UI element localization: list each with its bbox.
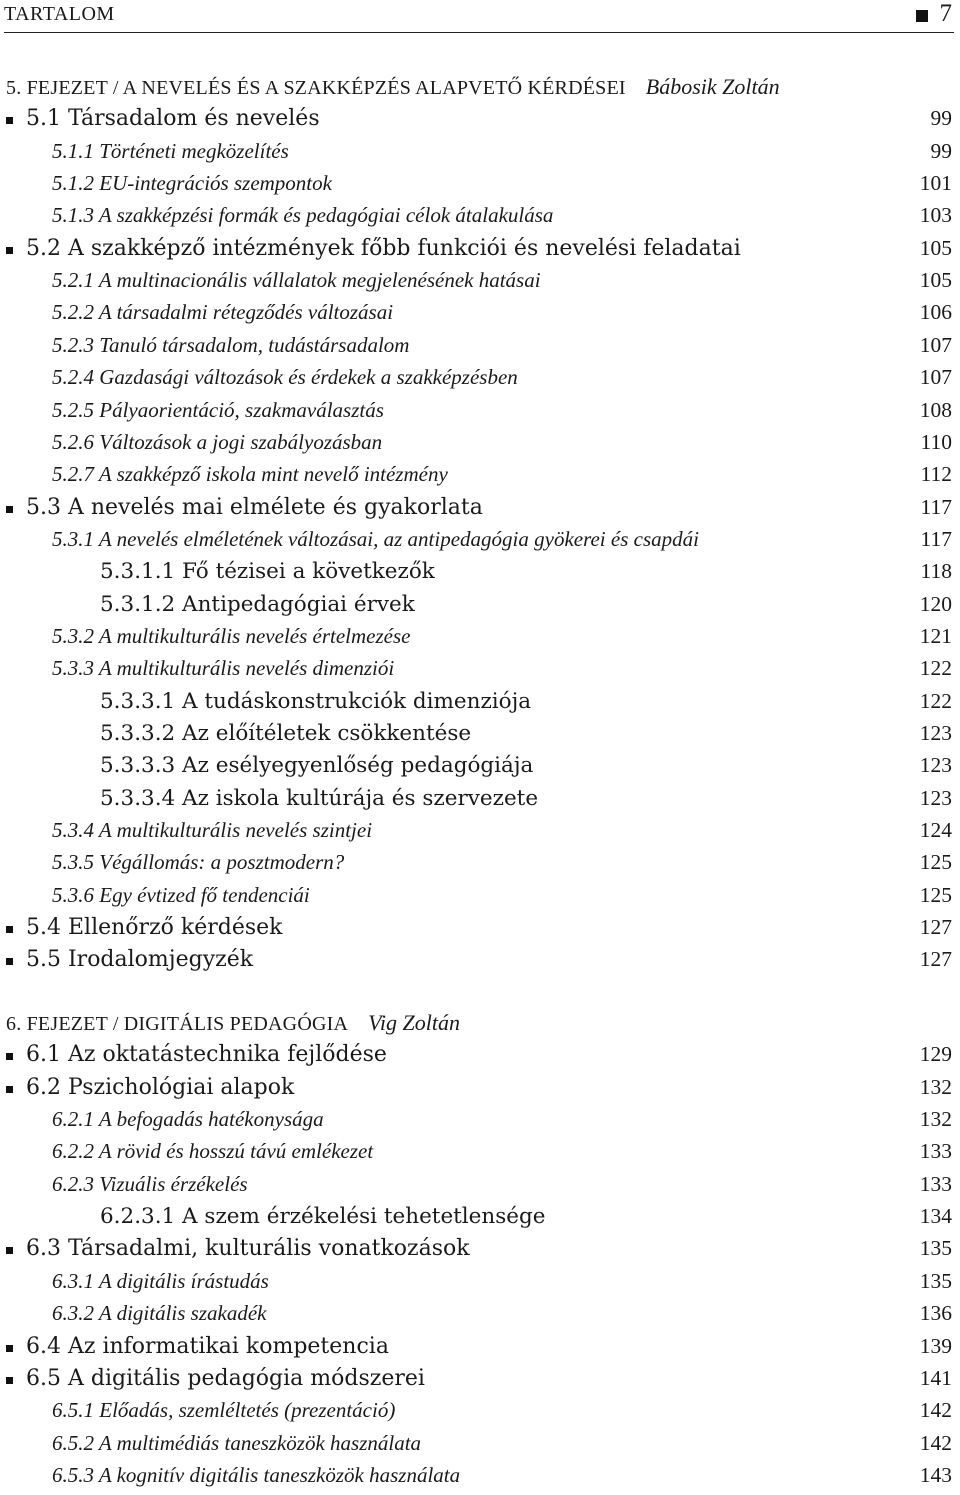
square-bullet-icon	[6, 958, 13, 965]
toc-entry[interactable]	[0, 1301, 952, 1333]
toc-entry-label: 5.3.1.2 Antipedagógiai érvek	[100, 591, 415, 617]
toc-entry[interactable]	[0, 1398, 952, 1430]
toc-entry[interactable]	[0, 1204, 952, 1236]
toc-entry-label: 5.3.3 A multikulturális nevelés dimenziói	[52, 656, 395, 681]
toc-entry[interactable]	[0, 1139, 952, 1171]
toc-entry-label: 5.1.2 EU-integrációs szempontok	[52, 171, 332, 196]
toc-entry-label: 5.3.3.2 Az előítéletek csökkentése	[100, 721, 472, 746]
toc-entry[interactable]	[0, 365, 952, 397]
toc-entry-label: 5.1 Társadalom és nevelés	[26, 106, 320, 132]
toc-entry[interactable]	[0, 495, 952, 527]
toc-entry[interactable]	[0, 333, 952, 365]
toc-entry-page-number: 124	[919, 818, 952, 843]
toc-entry-page-number: 129	[919, 1042, 952, 1067]
toc-entry-page-number: 117	[920, 526, 952, 551]
toc-entry[interactable]	[0, 1042, 952, 1074]
toc-entry-page-number: 133	[919, 1139, 952, 1164]
toc-entry[interactable]	[0, 883, 952, 915]
toc-entry-label: 5.2.7 A szakképző iskola mint nevelő intézmény	[52, 462, 448, 487]
toc-entry-page-number: 132	[919, 1074, 952, 1099]
toc-entry-label: 5.3.4 A multikulturális nevelés szintjei	[52, 818, 373, 843]
toc-entry-label: 6.5.3 A kognitív digitális taneszközök használata	[52, 1462, 461, 1487]
square-bullet-icon	[6, 1247, 13, 1254]
toc-entry[interactable]	[0, 430, 952, 462]
toc-entry-page-number: 121	[919, 623, 952, 648]
toc-entry-label: 5.2.3 Tanuló társadalom, tudástársadalom	[52, 332, 410, 357]
toc-entry-page-number: 139	[919, 1333, 952, 1358]
square-bullet-icon	[6, 926, 13, 933]
header-title: TARTALOM	[4, 3, 115, 25]
toc-entry[interactable]	[0, 268, 952, 300]
toc-entry[interactable]	[0, 462, 952, 494]
toc-entry-label: 5.3.6 Egy évtized fő tendenciái	[52, 882, 310, 907]
toc-entry-label: 5.2.2 A társadalmi rétegződés változásai	[52, 300, 394, 325]
toc-entry-label: 5.3.2 A multikulturális nevelés értelmezése	[52, 623, 411, 648]
toc-entry-page-number: 101	[919, 171, 952, 196]
chapter-heading	[6, 1010, 952, 1040]
toc-entry-label: 6.5 A digitális pedagógia módszerei	[26, 1365, 425, 1391]
toc-entry[interactable]	[0, 1172, 952, 1204]
toc-entry-label: 5.2.5 Pályaorientáció, szakmaválasztás	[52, 397, 384, 422]
toc-entry-page-number: 120	[919, 591, 952, 616]
toc-entry-page-number: 142	[919, 1430, 952, 1455]
toc-entry-page-number: 123	[919, 753, 952, 778]
square-bullet-icon	[6, 1086, 13, 1093]
toc-entry-label: 6.5.1 Előadás, szemléltetés (prezentáció)	[52, 1398, 396, 1423]
toc-entry[interactable]	[0, 398, 952, 430]
toc-entry-label: 6.2.3 Vizuális érzékelés	[52, 1171, 248, 1196]
toc-entry[interactable]	[0, 1107, 952, 1139]
toc-entry[interactable]	[0, 1334, 952, 1366]
toc-entry-page-number: 99	[930, 138, 952, 163]
toc-entry-label: 5.2.4 Gazdasági változások és érdekek a szakképzésben	[52, 365, 518, 390]
square-bullet-icon	[916, 10, 928, 22]
toc-entry-label: 5.3.5 Végállomás: a posztmodern?	[52, 850, 345, 875]
toc-entry[interactable]	[0, 1075, 952, 1107]
toc-entry-label: 6.2 Pszichológiai alapok	[26, 1074, 295, 1100]
toc-entry-label: 5.3 A nevelés mai elmélete és gyakorlata	[26, 494, 483, 520]
square-bullet-icon	[6, 1053, 13, 1060]
toc-entry-page-number: 122	[919, 688, 952, 713]
square-bullet-icon	[6, 1377, 13, 1384]
toc-entry-page-number: 142	[919, 1398, 952, 1423]
toc-entry-page-number: 105	[919, 235, 952, 260]
toc-entry[interactable]	[0, 624, 952, 656]
toc-entry[interactable]	[0, 1269, 952, 1301]
square-bullet-icon	[6, 117, 13, 124]
toc-entry-page-number: 143	[919, 1462, 952, 1487]
toc-entry-page-number: 135	[919, 1268, 952, 1293]
toc-entry-page-number: 136	[919, 1301, 952, 1326]
running-header	[4, 0, 954, 33]
toc-entry-page-number: 123	[919, 785, 952, 810]
toc-entry[interactable]	[0, 689, 952, 721]
toc-entry-page-number: 141	[919, 1365, 952, 1390]
toc-entry[interactable]	[0, 527, 952, 559]
toc-entry-page-number: 103	[919, 203, 952, 228]
toc-entry-page-number: 127	[919, 947, 952, 972]
toc-entry-label: 6.1 Az oktatástechnika fejlődése	[26, 1042, 387, 1068]
chapter-heading	[6, 74, 952, 104]
toc-entry-label: 6.3.2 A digitális szakadék	[52, 1301, 267, 1326]
toc-entry-page-number: 117	[920, 494, 952, 519]
toc-entry-label: 5.3.3.3 Az esélyegyenlőség pedagógiája	[100, 753, 534, 779]
toc-entry-label: 6.2.1 A befogadás hatékonysága	[52, 1107, 324, 1132]
square-bullet-icon	[6, 1345, 13, 1352]
toc-entry-label: 5.2.6 Változások a jogi szabályozásban	[52, 429, 383, 454]
header-page-number: 7	[939, 0, 952, 27]
toc-entry-page-number: 107	[919, 332, 952, 357]
toc-entry[interactable]	[0, 753, 952, 785]
toc-entry-label: 5.4 Ellenőrző kérdések	[26, 915, 283, 941]
toc-entry-page-number: 122	[919, 656, 952, 681]
toc-entry-label: 6.3 Társadalmi, kulturális vonatkozások	[26, 1236, 470, 1262]
toc-entry[interactable]	[0, 721, 952, 753]
toc-entry-page-number: 112	[920, 462, 952, 487]
square-bullet-icon	[6, 247, 13, 254]
toc-entry-page-number: 125	[919, 850, 952, 875]
toc-entry[interactable]	[0, 236, 952, 268]
toc-entry[interactable]	[0, 656, 952, 688]
toc-entry[interactable]	[0, 106, 952, 138]
toc-entry[interactable]	[0, 1463, 952, 1495]
toc-entry-page-number: 105	[919, 268, 952, 293]
toc-entry[interactable]	[0, 1366, 952, 1398]
square-bullet-icon	[6, 506, 13, 513]
header-page-marker	[916, 0, 953, 28]
toc-entry[interactable]	[0, 300, 952, 332]
toc-entry-label: 5.2.1 A multinacionális vállalatok megjelenésének hatásai	[52, 268, 541, 293]
toc-entry-page-number: 134	[919, 1204, 952, 1229]
toc-entry-label: 6.2.2 A rövid és hosszú távú emlékezet	[52, 1139, 374, 1164]
toc-entry[interactable]	[0, 947, 952, 979]
toc-entry[interactable]	[0, 915, 952, 947]
toc-entry-label: 5.1.3 A szakképzési formák és pedagógiai célok átalakulása	[52, 203, 554, 228]
toc-entry-label: 6.3.1 A digitális írástudás	[52, 1268, 269, 1293]
toc-entry[interactable]	[0, 1431, 952, 1463]
toc-entry-label: 6.2.3.1 A szem érzékelési tehetetlensége	[100, 1204, 546, 1230]
chapter-author: Vig Zoltán	[368, 1010, 461, 1035]
toc-entry-page-number: 123	[919, 721, 952, 745]
toc-entry-page-number: 125	[919, 882, 952, 907]
toc-entry-label: 6.5.2 A multimédiás taneszközök használata	[52, 1430, 422, 1455]
chapter-title: 6. FEJEZET / DIGITÁLIS PEDAGÓGIA	[6, 1013, 349, 1035]
toc-entry-page-number: 135	[919, 1236, 952, 1261]
toc-entry[interactable]	[0, 786, 952, 818]
toc-entry[interactable]	[0, 171, 952, 203]
toc-entry-label: 5.3.1 A nevelés elméletének változásai, az antipedagógia gyökerei és csapdái	[52, 526, 699, 551]
toc-entry[interactable]	[0, 139, 952, 171]
toc-entry-label: 5.3.3.1 A tudáskonstrukciók dimenziója	[100, 688, 532, 714]
toc-entry[interactable]	[0, 818, 952, 850]
toc-entry-page-number: 108	[919, 397, 952, 422]
toc-entry-label: 5.1.1 Történeti megközelítés	[52, 138, 289, 163]
toc-entry-page-number: 133	[919, 1171, 952, 1196]
chapter-author: Bábosik Zoltán	[645, 74, 780, 99]
toc-entry[interactable]	[0, 203, 952, 235]
toc-entry[interactable]	[0, 592, 952, 624]
toc-entry-page-number: 118	[920, 559, 952, 584]
toc-entry-label: 5.3.1.1 Fő tézisei a következők	[100, 559, 435, 585]
toc-entry[interactable]	[0, 850, 952, 882]
toc-entry[interactable]	[0, 1236, 952, 1268]
toc-entry-page-number: 127	[919, 915, 952, 940]
toc-entry-label: 5.2 A szakképző intézmények főbb funkciói és nevelési feladatai	[26, 235, 741, 261]
toc-entry-label: 5.3.3.4 Az iskola kultúrája és szervezete	[100, 785, 539, 811]
toc-entry-label: 5.5 Irodalomjegyzék	[26, 947, 254, 973]
toc-entry-page-number: 107	[919, 365, 952, 390]
toc-entry-label: 6.4 Az informatikai kompetencia	[26, 1333, 389, 1359]
toc-entry-page-number: 99	[930, 106, 952, 131]
toc-entry[interactable]	[0, 559, 952, 591]
toc-entry-page-number: 106	[919, 300, 952, 325]
chapter-title: 5. FEJEZET / A NEVELÉS ÉS A SZAKKÉPZÉS ALAPVETŐ KÉRDÉSEI	[6, 77, 626, 99]
toc-entry-page-number: 110	[920, 429, 952, 454]
toc-entry-page-number: 132	[919, 1107, 952, 1132]
